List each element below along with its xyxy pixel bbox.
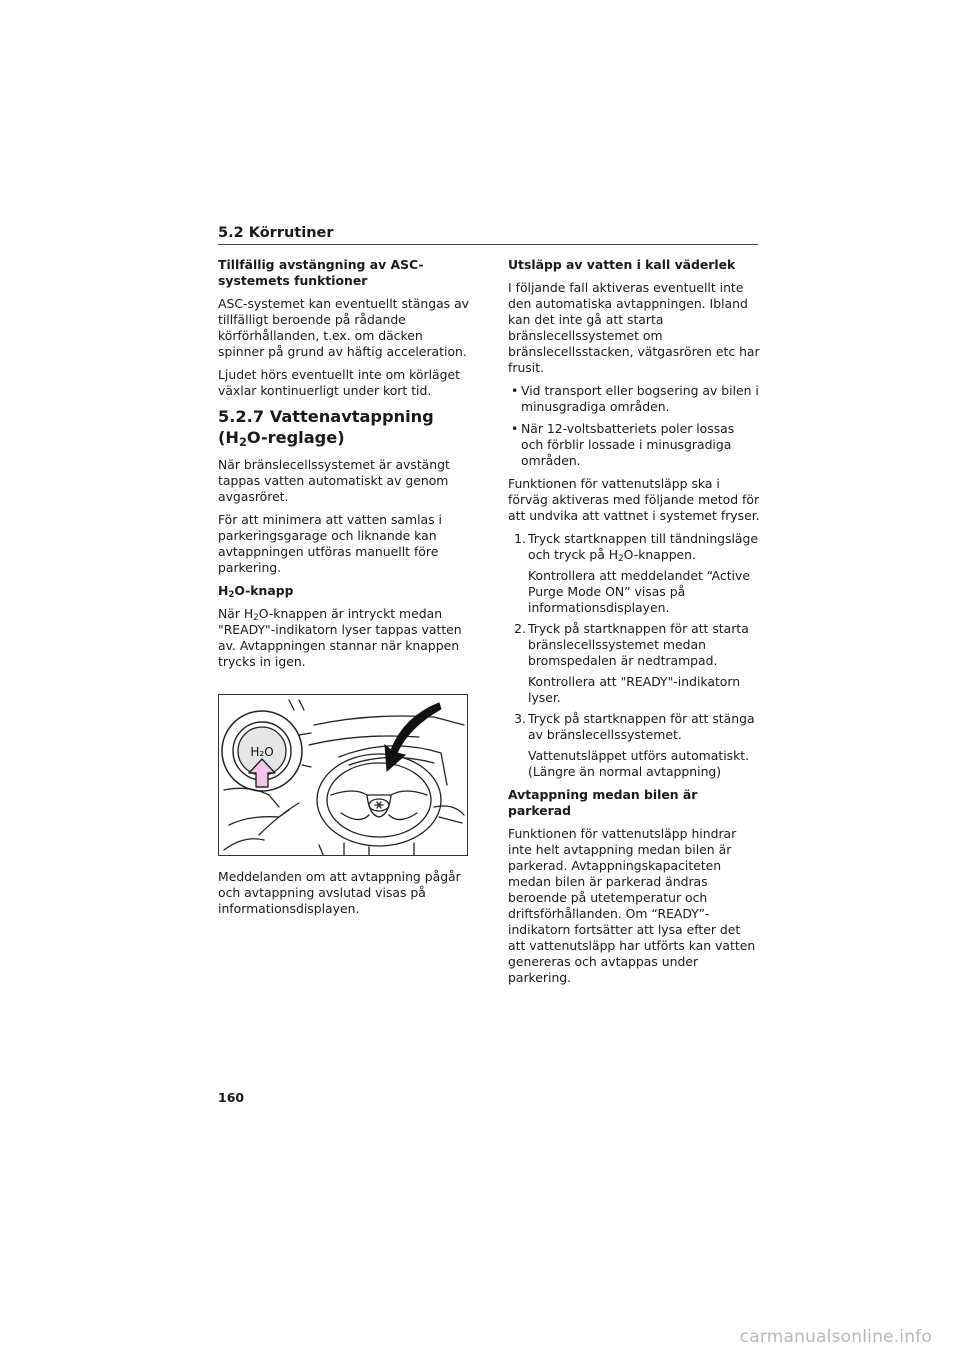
page-number: 160 (218, 1090, 245, 1105)
step-note: Kontrollera att "READY"-indikatorn lyser. (528, 674, 741, 705)
step-3 (508, 711, 760, 780)
drain-paragraph-3: När $H_2O$-knappen är intryckt medan "READY"-indikatorn lyser tappas vatten av. Avtappningen stannar när knappen trycks in igen. (218, 606, 462, 669)
step-number: 3. (514, 711, 526, 726)
step-number: 1. (514, 531, 526, 546)
watermark: carmanualsonline.info (739, 1327, 932, 1347)
right-column (508, 257, 760, 993)
h2o-button-heading: $H_2O$-knapp (218, 583, 294, 601)
list-item: • När 12-voltsbatteriets poler lossas och förblir lossade i minusgradiga områden. (508, 421, 760, 469)
step-2 (508, 621, 760, 706)
step-number: 2. (514, 621, 526, 636)
drain-paragraph-1: När bränslecellssystemet är avstängt tappas vatten automatiskt av genom avgasröret. (218, 457, 450, 504)
step-1 (508, 531, 760, 616)
water-drain-heading (218, 406, 470, 448)
step-text: Tryck på startknappen för att starta bränslecellssystemet medan bromspedalen är nedtrampad. (528, 621, 749, 668)
cold-bullet-list (508, 383, 760, 469)
asc-paragraph-2: Ljudet hörs eventuellt inte om körläget växlar kontinuerligt under kort tid. (218, 367, 460, 398)
parked-paragraph: Funktionen för vattenutsläpp hindrar inte helt avtappning medan bilen är parkerad. Avtappningskapaciteten medan bilen är parkerad ändras beroende på utetemperatur och driftsförhållanden. Om “READY”-indikatorn fortsätter att lysa efter det att vattenutsläpp har utförts kan vatten genereras och avtappas under parkering. (508, 826, 756, 985)
h2o-button-label: H₂O (250, 745, 274, 759)
water-drain-heading-line2: $(H_2O-reglage)$ (218, 428, 345, 449)
asc-heading: Tillfällig avstängning av ASC-systemets funktioner (218, 257, 424, 288)
list-item: • Vid transport eller bogsering av bilen i minusgradiga områden. (508, 383, 760, 415)
section-title: 5.2 Körrutiner (218, 225, 334, 241)
section-rule (218, 244, 758, 245)
step-note: Vattenutsläppet utförs automatiskt. (Längre än normal avtappning) (528, 748, 750, 779)
cold-weather-heading: Utsläpp av vatten i kall väderlek (508, 257, 736, 272)
drain-paragraph-2: För att minimera att vatten samlas i parkeringsgarage och liknande kan avtappningen utföras manuellt före parkering. (218, 512, 442, 575)
step-text: Tryck startknappen till tändningsläge och tryck på $H_2O$-knappen. (528, 531, 759, 565)
h2o-button-illustration (218, 694, 468, 856)
step-text: Tryck på startknappen för att stänga av bränslecellssystemet. (528, 711, 755, 742)
step-note: Kontrollera att meddelandet “Active Purge Mode ON” visas på informationsdisplayen. (528, 568, 750, 615)
left-column (218, 257, 470, 924)
cold-paragraph-2: Funktionen för vattenutsläpp ska i förväg aktiveras med följande metod för att undvika att vattnet i systemet fryser. (508, 476, 760, 523)
procedure-steps (508, 531, 760, 780)
dashboard-drawing (219, 695, 468, 856)
cold-paragraph-1: I följande fall aktiveras eventuellt inte den automatiska avtappningen. Ibland kan det inte gå att starta bränslecellssystemet om bränslecellsstacken, vätgasrören etc har frusit. (508, 280, 760, 375)
drain-paragraph-4: Meddelanden om att avtappning pågår och avtappning avslutad visas på informationsdisplayen. (218, 869, 461, 916)
asc-paragraph-1: ASC-systemet kan eventuellt stängas av tillfälligt beroende på rådande körförhållanden, t.ex. om däcken spinner på grund av häftig acceleration. (218, 296, 470, 359)
parked-heading: Avtappning medan bilen är parkerad (508, 787, 698, 818)
water-drain-heading-line1: 5.2.7 Vattenavtappning (218, 407, 434, 426)
